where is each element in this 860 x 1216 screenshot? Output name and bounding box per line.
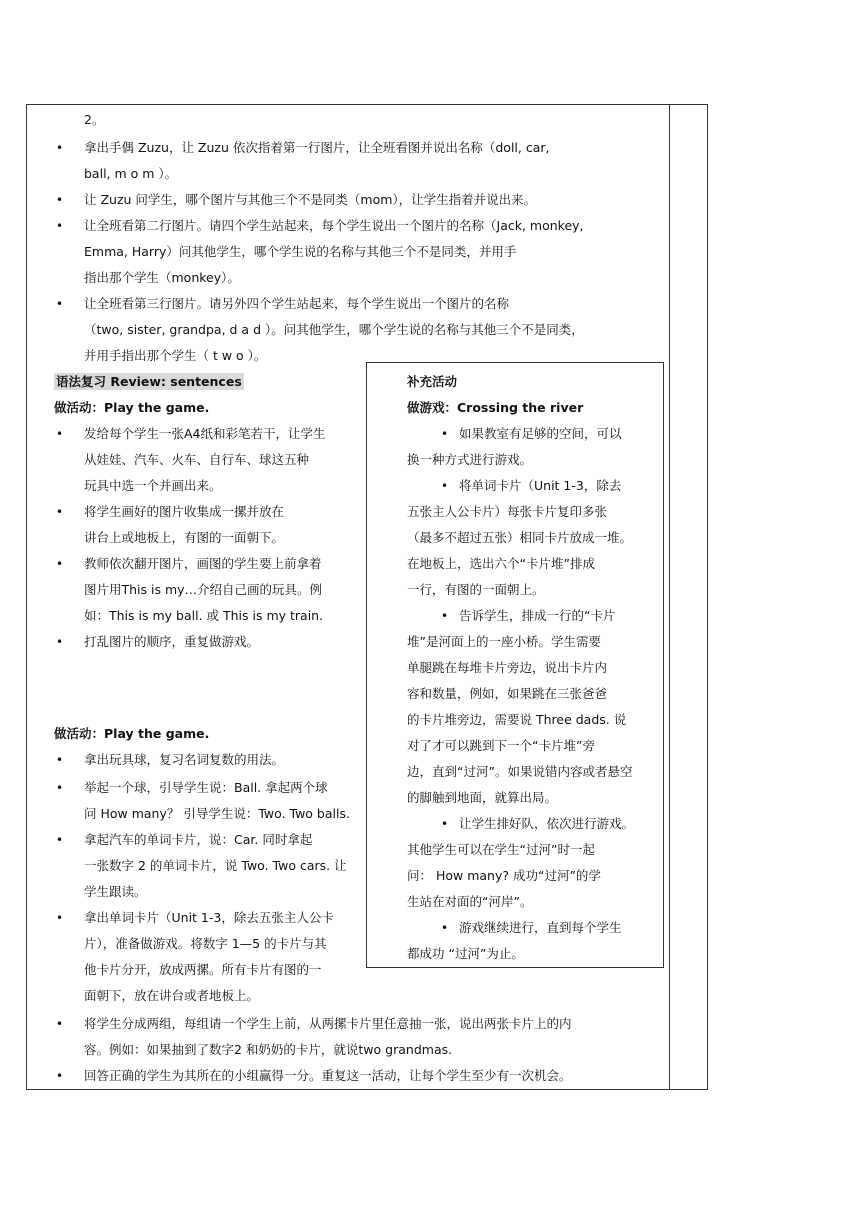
paragraph-line: 换一种方式进行游戏。 bbox=[407, 452, 533, 467]
list-item: Emma, Harry）问其他学生，哪个学生说的名称与其他三个不是同类，并用手 bbox=[84, 244, 517, 259]
list-item: 问 How many？ 引导学生说：Two. Two balls. bbox=[84, 806, 350, 821]
bullet-icon: • bbox=[441, 817, 449, 831]
bullet-icon: • bbox=[441, 921, 449, 935]
paragraph-line: 都成功 “过河”为止。 bbox=[407, 946, 524, 961]
paragraph-line: 五张主人公卡片）每张卡片复印多张 bbox=[407, 504, 608, 519]
list-item: 讲台上或地板上，有图的一面朝下。 bbox=[84, 530, 285, 545]
list-item: 举起一个球，引导学生说：Ball. 拿起两个球 bbox=[84, 780, 328, 795]
paragraph-line: 容和数量，例如，如果跳在三张爸爸 bbox=[407, 686, 608, 701]
bullet-icon: • bbox=[56, 753, 64, 767]
list-item: 并用手指出那个学生（ t w o ）。 bbox=[84, 348, 267, 363]
supplementary-activity-box bbox=[366, 362, 664, 968]
list-item: 如：This is my ball. 或 This is my train. bbox=[84, 608, 324, 623]
paragraph-line: 的脚触到地面，就算出局。 bbox=[407, 790, 558, 805]
paragraph-line: 单腿跳在每堆卡片旁边，说出卡片内 bbox=[407, 660, 608, 675]
list-item: 指出那个学生（monkey）。 bbox=[84, 270, 240, 285]
bullet-icon: • bbox=[441, 609, 449, 623]
list-item: 拿出手偶 Zuzu，让 Zuzu 依次指着第一行图片，让全班看图并说出名称（doll, car, bbox=[84, 140, 550, 155]
paragraph-line: 将单词卡片（Unit 1-3，除去 bbox=[459, 478, 622, 493]
list-item: 玩具中选一个并画出来。 bbox=[84, 478, 222, 493]
paragraph-line: 的卡片堆旁边，需要说 Three dads. 说 bbox=[407, 712, 627, 727]
bullet-icon: • bbox=[56, 219, 64, 233]
list-item: 从娃娃、汽车、火车、自行车、球这五种 bbox=[84, 452, 310, 467]
section-heading: 语法复习 Review: sentences bbox=[56, 374, 242, 389]
continued-line: 2。 bbox=[84, 112, 105, 127]
list-item: 片），准备做游戏。将数字 1—5 的卡片与其 bbox=[84, 936, 327, 951]
paragraph-line: 问： How many? 成功“过河”的学 bbox=[407, 868, 601, 883]
list-item: 让 Zuzu 问学生，哪个图片与其他三个不是同类（mom），让学生指着并说出来。 bbox=[84, 192, 537, 207]
list-item: 图片用This is my…介绍自己画的玩具。例 bbox=[84, 582, 323, 597]
paragraph-line: 游戏继续进行，直到每个学生 bbox=[459, 920, 622, 935]
list-item: 容。例如：如果抽到了数字2 和奶奶的卡片，就说two grandmas. bbox=[84, 1042, 453, 1057]
paragraph-line: 对了才可以跳到下一个“卡片堆”旁 bbox=[407, 738, 595, 753]
activity-title: 做活动：Play the game. bbox=[54, 726, 210, 741]
list-item: ball, m o m ）。 bbox=[84, 166, 178, 181]
paragraph-line: （最多不超过五张）相同卡片放成一堆。 bbox=[407, 530, 633, 545]
paragraph-line: 堆”是河面上的一座小桥。学生需要 bbox=[407, 634, 601, 649]
bullet-icon: • bbox=[56, 505, 64, 519]
bullet-icon: • bbox=[56, 1017, 64, 1031]
box-heading: 补充活动 bbox=[407, 374, 458, 389]
list-item: 让全班看第二行图片。请四个学生站起来，每个学生说出一个图片的名称（Jack, monkey, bbox=[84, 218, 584, 233]
bullet-icon: • bbox=[56, 141, 64, 155]
table-column-divider bbox=[669, 104, 670, 1090]
bullet-icon: • bbox=[56, 781, 64, 795]
list-item: 让全班看第三行图片。请另外四个学生站起来，每个学生说出一个图片的名称 bbox=[84, 296, 510, 311]
game-title: 做游戏：Crossing the river bbox=[407, 400, 584, 415]
paragraph-line: 生站在对面的“河岸”。 bbox=[407, 894, 533, 909]
paragraph-line: 在地板上，选出六个“卡片堆”排成 bbox=[407, 556, 595, 571]
bullet-icon: • bbox=[56, 911, 64, 925]
bullet-icon: • bbox=[56, 297, 64, 311]
bullet-icon: • bbox=[56, 833, 64, 847]
bullet-icon: • bbox=[56, 1069, 64, 1083]
bullet-icon: • bbox=[441, 427, 449, 441]
list-item: 拿起汽车的单词卡片，说：Car. 同时拿起 bbox=[84, 832, 313, 847]
list-item: 拿出玩具球，复习名词复数的用法。 bbox=[84, 752, 285, 767]
list-item: 他卡片分开，放成两摞。所有卡片有图的一 bbox=[84, 962, 322, 977]
paragraph-line: 其他学生可以在学生“过河”时一起 bbox=[407, 842, 595, 857]
activity-title: 做活动：Play the game. bbox=[54, 400, 210, 415]
list-item: 一张数字 2 的单词卡片，说 Two. Two cars. 让 bbox=[84, 858, 347, 873]
list-item: 回答正确的学生为其所在的小组赢得一分。重复这一活动，让每个学生至少有一次机会。 bbox=[84, 1068, 572, 1083]
list-item: 将学生分成两组，每组请一个学生上前，从两摞卡片里任意抽一张，说出两张卡片上的内 bbox=[84, 1016, 572, 1031]
list-item: 拿出单词卡片（Unit 1-3，除去五张主人公卡 bbox=[84, 910, 334, 925]
paragraph-line: 一行，有图的一面朝上。 bbox=[407, 582, 545, 597]
bullet-icon: • bbox=[56, 635, 64, 649]
list-item: 面朝下，放在讲台或者地板上。 bbox=[84, 988, 260, 1003]
bullet-icon: • bbox=[56, 427, 64, 441]
bullet-icon: • bbox=[441, 479, 449, 493]
paragraph-line: 让学生排好队，依次进行游戏。 bbox=[459, 816, 635, 831]
list-item: 将学生画好的图片收集成一摞并放在 bbox=[84, 504, 285, 519]
list-item: 发给每个学生一张A4纸和彩笔若干，让学生 bbox=[84, 426, 326, 441]
list-item: 打乱图片的顺序，重复做游戏。 bbox=[84, 634, 260, 649]
bullet-icon: • bbox=[56, 557, 64, 571]
list-item: 教师依次翻开图片，画图的学生要上前拿着 bbox=[84, 556, 322, 571]
list-item: （two, sister, grandpa, d a d ）。问其他学生，哪个学生说的名称与其他三个不是同类， bbox=[84, 322, 584, 337]
paragraph-line: 边，直到“过河”。如果说错内容或者悬空 bbox=[407, 764, 633, 779]
paragraph-line: 告诉学生，排成一行的“卡片 bbox=[459, 608, 616, 623]
bullet-icon: • bbox=[56, 193, 64, 207]
paragraph-line: 如果教室有足够的空间，可以 bbox=[459, 426, 622, 441]
list-item: 学生跟读。 bbox=[84, 884, 147, 899]
